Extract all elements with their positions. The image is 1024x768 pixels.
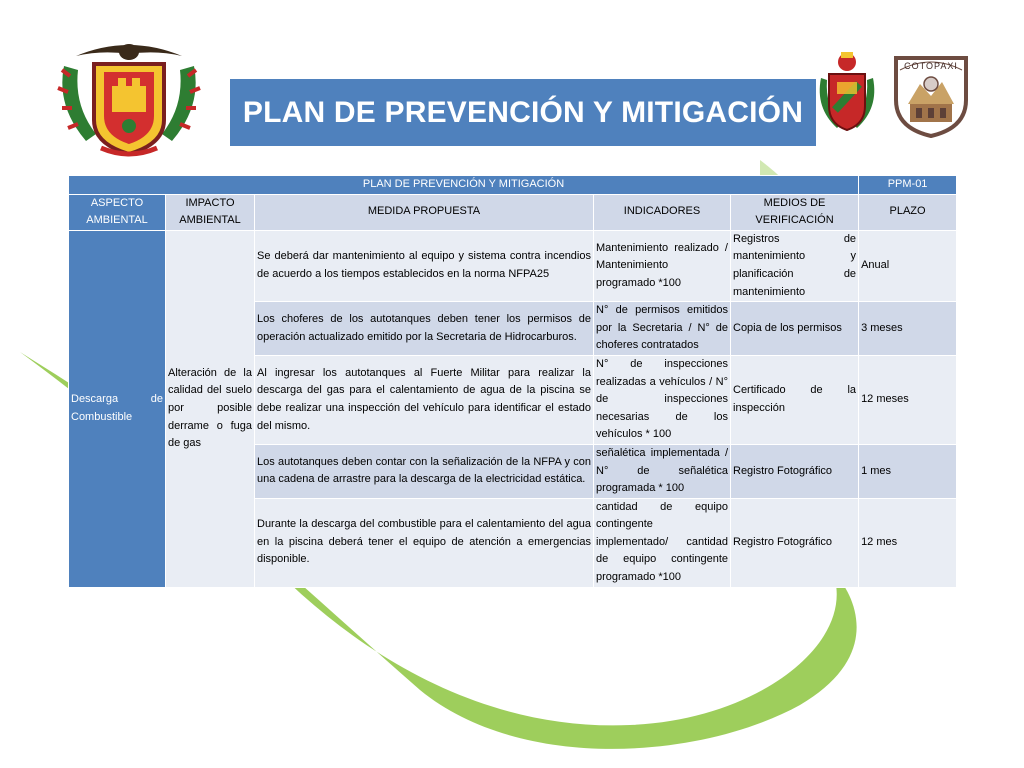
plazo-cell: 3 meses bbox=[859, 302, 957, 356]
prevention-plan-table bbox=[68, 175, 957, 588]
impacto-cell: Alteración de la calidad del suelo por posible derrame o fuga de gas bbox=[166, 230, 255, 587]
indicador-cell: cantidad de equipo contingente implementado/ cantidad de equipo contingente programado *100 bbox=[594, 498, 731, 587]
coat-of-arms-icon bbox=[56, 36, 202, 162]
header-medios: MEDIOS DE VERIFICACIÓN bbox=[731, 194, 859, 230]
slide-title: PLAN DE PREVENCIÓN Y MITIGACIÓN bbox=[242, 95, 804, 129]
medio-cell: Registro Fotográfico bbox=[731, 498, 859, 587]
medida-cell: Se deberá dar mantenimiento al equipo y sistema contra incendios de acuerdo a los tiempos establecidos en la norma NFPA25 bbox=[255, 230, 594, 301]
header-aspecto: ASPECTO AMBIENTAL bbox=[69, 194, 166, 230]
indicador-cell: N° de permisos emitidos por la Secretaria / N° de choferes contratados bbox=[594, 302, 731, 356]
medio-cell: Registro Fotográfico bbox=[731, 444, 859, 498]
medio-cell: Copia de los permisos bbox=[731, 302, 859, 356]
medida-cell: Durante la descarga del combustible para el calentamiento del agua en la piscina deberá tener el equipo de atención a emergencias disponible. bbox=[255, 498, 594, 587]
indicador-cell: N° de inspecciones realizadas a vehículos / N° de inspecciones necesarias de los vehículos * 100 bbox=[594, 355, 731, 444]
plazo-cell: 12 meses bbox=[859, 355, 957, 444]
cotopaxi-seal-icon bbox=[890, 48, 972, 138]
medio-cell: Registros de mantenimiento y planificación de mantenimiento bbox=[731, 230, 859, 301]
table-row bbox=[69, 230, 957, 301]
table-title: PLAN DE PREVENCIÓN Y MITIGACIÓN bbox=[69, 176, 859, 195]
header-indicadores: INDICADORES bbox=[594, 194, 731, 230]
table-header-row bbox=[69, 194, 957, 230]
plazo-cell: 1 mes bbox=[859, 444, 957, 498]
medida-cell: Los autotanques deben contar con la señalización de la NFPA y con una cadena de arrastre para la descarga de la electricidad estática. bbox=[255, 444, 594, 498]
table-title-row bbox=[69, 176, 957, 195]
header-impacto: IMPACTO AMBIENTAL bbox=[166, 194, 255, 230]
plazo-cell: Anual bbox=[859, 230, 957, 301]
aspecto-cell: Descarga de Combustible bbox=[69, 230, 166, 587]
medio-cell: Certificado de la inspección bbox=[731, 355, 859, 444]
medida-cell: Al ingresar los autotanques al Fuerte Militar para realizar la descarga del gas para el calentamiento de agua de la piscina se debe realizar una inspección del vehículo para identificar el estado del mismo. bbox=[255, 355, 594, 444]
table-code: PPM-01 bbox=[859, 176, 957, 195]
plazo-cell: 12 mes bbox=[859, 498, 957, 587]
indicador-cell: Mantenimiento realizado / Mantenimiento programado *100 bbox=[594, 230, 731, 301]
header-plazo: PLAZO bbox=[859, 194, 957, 230]
medida-cell: Los choferes de los autotanques deben tener los permisos de operación actualizado emitido por la Secretaria de Hidrocarburos. bbox=[255, 302, 594, 356]
header-medida: MEDIDA PROPUESTA bbox=[255, 194, 594, 230]
slide-title-banner bbox=[230, 79, 816, 146]
indicador-cell: señalética implementada / N° de señalética programada * 100 bbox=[594, 444, 731, 498]
crest-icon bbox=[815, 48, 879, 134]
svg-text:COTOPAXI: COTOPAXI bbox=[904, 61, 958, 71]
